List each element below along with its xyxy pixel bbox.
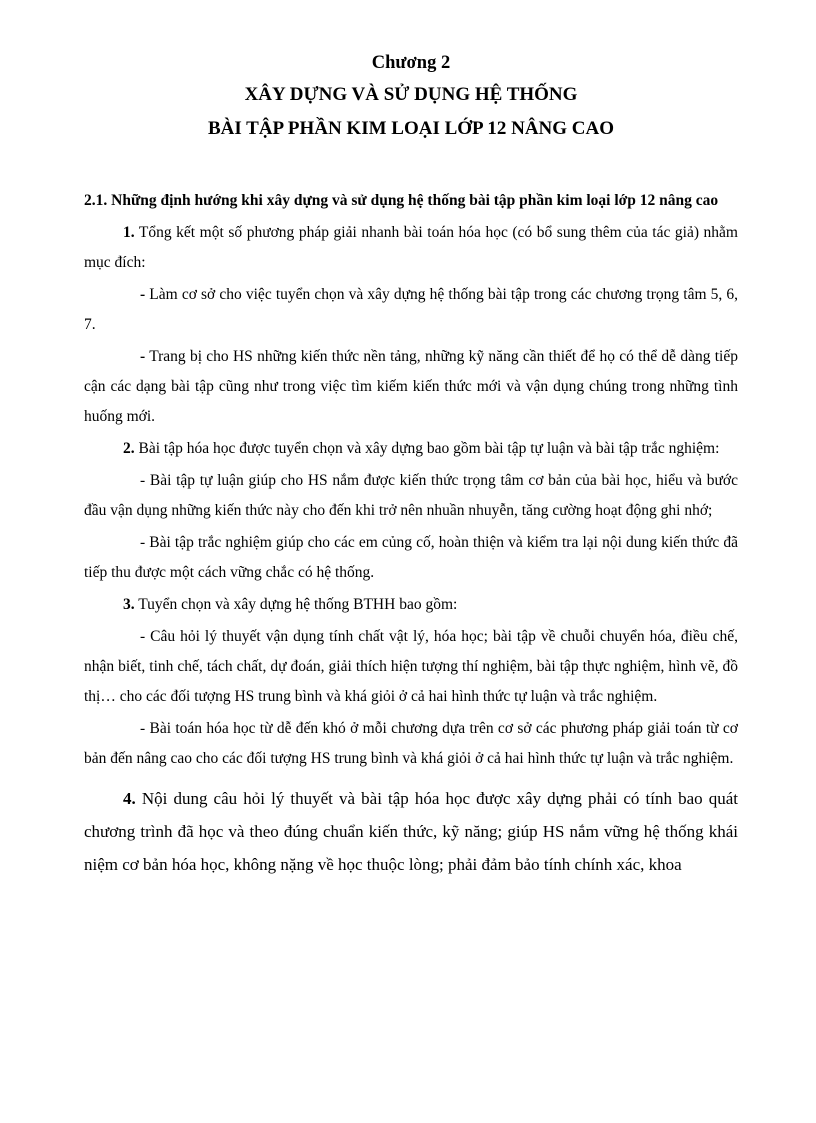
item-3-text: Tuyển chọn và xây dựng hệ thống BTHH bao gồm: — [134, 596, 458, 613]
item-1-sub-1-text: Làm cơ sở cho việc tuyển chọn và xây dựng hệ thống bài tập trong các chương trọng tâm 5, 6, 7. — [84, 286, 738, 333]
section-heading: 2.1. Những định hướng khi xây dựng và sử dụng hệ thống bài tập phần kim loại lớp 12 nâng cao — [84, 192, 719, 209]
item-3-sub-2: - Bài toán hóa học từ dễ đến khó ở mỗi chương dựa trên cơ sở các phương pháp giải toán từ cơ bản đến nâng cao cho các đối tượng HS trung bình và khá giỏi ở cả hai hình thức tự luận và trắc nghiệm. — [84, 720, 738, 767]
document-page — [84, 48, 738, 881]
chapter-label: Chương 2 — [371, 53, 451, 73]
item-2-number: 2. — [123, 440, 135, 457]
item-1-sub-2 — [84, 342, 738, 432]
item-1-number: 1. — [123, 224, 135, 241]
item-3-paragraph — [84, 590, 738, 620]
item-1-sub-1 — [84, 280, 738, 340]
item-2-paragraph — [84, 434, 738, 464]
item-2-sub-2: - Bài tập trắc nghiệm giúp cho các em củng cố, hoàn thiện và kiểm tra lại nội dung kiến thức đã tiếp thu được một cách vững chắc có hệ thống. — [84, 534, 738, 581]
item-3-number: 3. — [123, 596, 135, 613]
item-4-text: Nội dung câu hỏi lý thuyết và bài tập hóa học được xây dựng phải có tính bao quát chương trình đã học và theo đúng chuẩn kiến thức, kỹ năng; giúp HS nắm vững hệ thống khái niệm cơ bản hóa học, không nặng về học thuộc lòng; phải đảm bảo tính chính xác, khoa — [84, 789, 738, 874]
item-4-paragraph — [84, 782, 738, 881]
item-4-number: 4. — [123, 789, 136, 808]
item-1-sub-1-bullet: - — [140, 286, 146, 303]
item-1-sub-2-bullet: - — [140, 348, 146, 365]
item-2-sub-1: - Bài tập tự luận giúp cho HS nắm được kiến thức trọng tâm cơ bản của bài học, hiểu và bước đầu vận dụng những kiến thức này cho đến khi trở nên nhuần nhuyễn, tăng cường hoạt động ghi nhớ; — [84, 472, 738, 519]
item-2-text: Bài tập hóa học được tuyển chọn và xây dựng bao gồm bài tập tự luận và bài tập trắc nghiệm: — [134, 440, 720, 457]
item-1-sub-2-text: Trang bị cho HS những kiến thức nền tảng, những kỹ năng cần thiết để họ có thể dễ dàng tiếp cận các dạng bài tập cũng như trong việc tìm kiếm kiến thức mới và vận dụng chúng trong những tình huống mới. — [84, 348, 738, 425]
chapter-title-line-1: XÂY DỰNG VÀ SỬ DỤNG HỆ THỐNG — [244, 84, 578, 105]
item-3-sub-1: - Câu hỏi lý thuyết vận dụng tính chất vật lý, hóa học; bài tập về chuỗi chuyển hóa, điều chế, nhận biết, tinh chế, tách chất, dự đoán, giải thích hiện tượng thí nghiệm, bài tập thực nghiệm, hình vẽ, đồ thị… cho các đối tượng HS trung bình và khá giỏi ở cả hai hình thức tự luận và trắc nghiệm. — [84, 628, 738, 705]
item-1-text: Tổng kết một số phương pháp giải nhanh bài toán hóa học (có bổ sung thêm của tác giả) nhằm mục đích: — [84, 224, 738, 271]
chapter-title-line-2: BÀI TẬP PHẦN KIM LOẠI LỚP 12 NÂNG CAO — [207, 118, 615, 139]
item-1-paragraph — [84, 218, 738, 278]
